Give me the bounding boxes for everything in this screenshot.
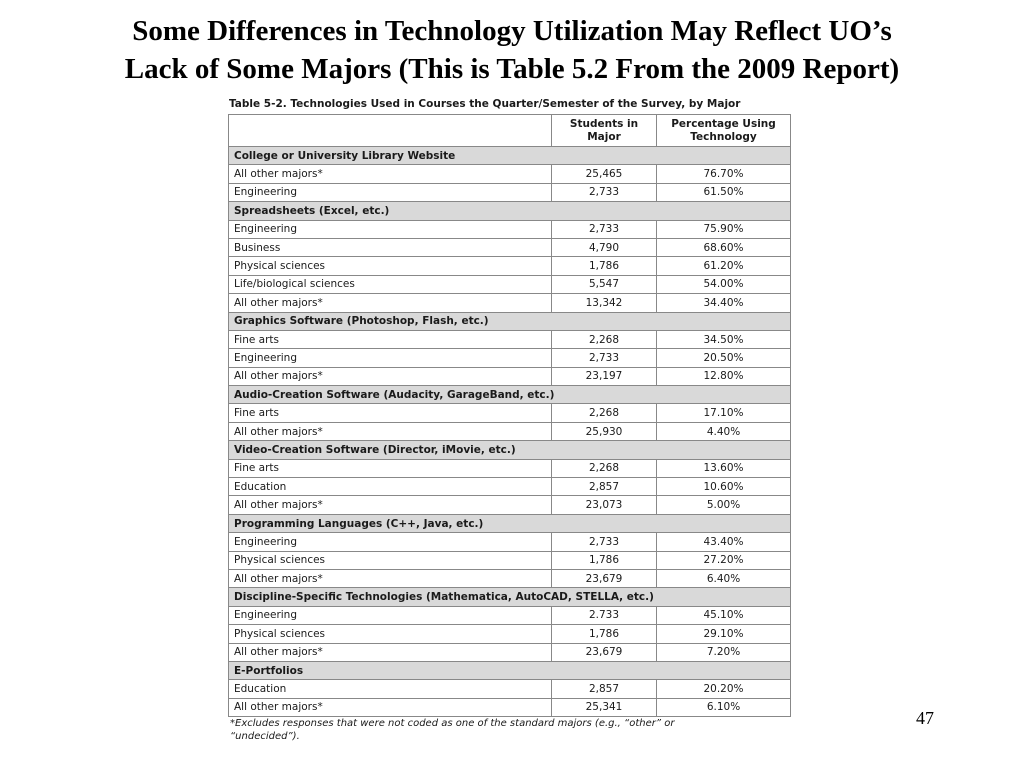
- major-cell: Engineering: [229, 533, 552, 551]
- technology-table: [228, 114, 791, 717]
- percentage-cell: 29.10%: [657, 625, 791, 643]
- percentage-cell: 75.90%: [657, 220, 791, 238]
- percentage-cell: 6.10%: [657, 698, 791, 716]
- percentage-cell: 12.80%: [657, 367, 791, 385]
- table-row: [229, 257, 791, 275]
- table-row: [229, 238, 791, 256]
- students-cell: 1,786: [552, 551, 657, 569]
- table-row: [229, 367, 791, 385]
- table-row: [229, 404, 791, 422]
- major-cell: Physical sciences: [229, 625, 552, 643]
- section-header-row: [229, 661, 791, 679]
- percentage-cell: 34.50%: [657, 330, 791, 348]
- section-title: Discipline-Specific Technologies (Mathematica, AutoCAD, STELLA, etc.): [229, 588, 791, 606]
- percentage-cell: 17.10%: [657, 404, 791, 422]
- major-cell: All other majors*: [229, 496, 552, 514]
- students-cell: 2.733: [552, 606, 657, 624]
- table-row: [229, 698, 791, 716]
- major-cell: All other majors*: [229, 294, 552, 312]
- header-students-line-2: Major: [587, 130, 621, 143]
- table-row: [229, 459, 791, 477]
- table-row: [229, 533, 791, 551]
- major-cell: Fine arts: [229, 404, 552, 422]
- percentage-cell: 13.60%: [657, 459, 791, 477]
- slide-title: [0, 12, 1024, 88]
- percentage-cell: 61.50%: [657, 183, 791, 201]
- footnote-line-2: “undecided”).: [230, 731, 300, 742]
- major-cell: Education: [229, 478, 552, 496]
- section-title: Video-Creation Software (Director, iMovie, etc.): [229, 441, 791, 459]
- page-number: 47: [916, 708, 934, 728]
- percentage-cell: 76.70%: [657, 165, 791, 183]
- students-cell: 2,268: [552, 459, 657, 477]
- students-cell: 1,786: [552, 625, 657, 643]
- percentage-cell: 68.60%: [657, 238, 791, 256]
- section-header-row: [229, 312, 791, 330]
- header-major-cell: [229, 115, 552, 147]
- students-cell: 2,733: [552, 533, 657, 551]
- table-header-row: [229, 115, 791, 147]
- percentage-cell: 20.20%: [657, 680, 791, 698]
- section-header-row: [229, 514, 791, 532]
- technology-table-body: [229, 115, 791, 717]
- major-cell: All other majors*: [229, 165, 552, 183]
- table-row: [229, 183, 791, 201]
- major-cell: Engineering: [229, 183, 552, 201]
- major-cell: All other majors*: [229, 569, 552, 587]
- students-cell: 2,857: [552, 680, 657, 698]
- students-cell: 2,733: [552, 220, 657, 238]
- section-title: Programming Languages (C++, Java, etc.): [229, 514, 791, 532]
- percentage-cell: 6.40%: [657, 569, 791, 587]
- percentage-cell: 5.00%: [657, 496, 791, 514]
- section-header-row: [229, 441, 791, 459]
- major-cell: Education: [229, 680, 552, 698]
- table-row: [229, 680, 791, 698]
- major-cell: Engineering: [229, 349, 552, 367]
- students-cell: 1,786: [552, 257, 657, 275]
- students-cell: 2,733: [552, 349, 657, 367]
- technology-table-container: [228, 114, 790, 717]
- percentage-cell: 10.60%: [657, 478, 791, 496]
- header-students-line-1: Students in: [569, 117, 639, 130]
- major-cell: All other majors*: [229, 698, 552, 716]
- students-cell: 2,733: [552, 183, 657, 201]
- slide-title-line-1: Some Differences in Technology Utilization May Reflect UO’s: [132, 15, 892, 47]
- table-row: [229, 496, 791, 514]
- students-cell: 23,679: [552, 643, 657, 661]
- section-title: Spreadsheets (Excel, etc.): [229, 202, 791, 220]
- section-title: Audio-Creation Software (Audacity, GarageBand, etc.): [229, 386, 791, 404]
- footnote-line-1: *Excludes responses that were not coded as one of the standard majors (e.g., “other” or: [230, 718, 675, 729]
- percentage-cell: 34.40%: [657, 294, 791, 312]
- percentage-cell: 20.50%: [657, 349, 791, 367]
- students-cell: 13,342: [552, 294, 657, 312]
- major-cell: All other majors*: [229, 422, 552, 440]
- students-cell: 2,857: [552, 478, 657, 496]
- header-percentage-line-1: Percentage Using: [671, 117, 776, 130]
- students-cell: 5,547: [552, 275, 657, 293]
- students-cell: 23,679: [552, 569, 657, 587]
- percentage-cell: 61.20%: [657, 257, 791, 275]
- percentage-cell: 27.20%: [657, 551, 791, 569]
- table-row: [229, 422, 791, 440]
- major-cell: Engineering: [229, 606, 552, 624]
- students-cell: 4,790: [552, 238, 657, 256]
- section-header-row: [229, 588, 791, 606]
- section-header-row: [229, 202, 791, 220]
- major-cell: Business: [229, 238, 552, 256]
- students-cell: 25,930: [552, 422, 657, 440]
- table-row: [229, 275, 791, 293]
- students-cell: 25,465: [552, 165, 657, 183]
- major-cell: Fine arts: [229, 330, 552, 348]
- slide-title-line-2: Lack of Some Majors (This is Table 5.2 From the 2009 Report): [124, 53, 900, 85]
- section-title: Graphics Software (Photoshop, Flash, etc.): [229, 312, 791, 330]
- percentage-cell: 4.40%: [657, 422, 791, 440]
- table-row: [229, 478, 791, 496]
- header-students-cell: [552, 115, 657, 147]
- table-row: [229, 220, 791, 238]
- table-row: [229, 330, 791, 348]
- header-percentage-cell: [657, 115, 791, 147]
- percentage-cell: 54.00%: [657, 275, 791, 293]
- students-cell: 25,341: [552, 698, 657, 716]
- major-cell: All other majors*: [229, 643, 552, 661]
- table-row: [229, 551, 791, 569]
- major-cell: Physical sciences: [229, 257, 552, 275]
- percentage-cell: 43.40%: [657, 533, 791, 551]
- students-cell: 23,197: [552, 367, 657, 385]
- table-row: [229, 569, 791, 587]
- major-cell: Engineering: [229, 220, 552, 238]
- section-header-row: [229, 147, 791, 165]
- section-header-row: [229, 386, 791, 404]
- section-title: College or University Library Website: [229, 147, 791, 165]
- percentage-cell: 7.20%: [657, 643, 791, 661]
- table-row: [229, 606, 791, 624]
- major-cell: Physical sciences: [229, 551, 552, 569]
- major-cell: All other majors*: [229, 367, 552, 385]
- table-footnote: [230, 717, 750, 743]
- percentage-cell: 45.10%: [657, 606, 791, 624]
- students-cell: 23,073: [552, 496, 657, 514]
- table-row: [229, 349, 791, 367]
- students-cell: 2,268: [552, 330, 657, 348]
- table-row: [229, 643, 791, 661]
- header-percentage-line-2: Technology: [690, 130, 757, 143]
- major-cell: Life/biological sciences: [229, 275, 552, 293]
- students-cell: 2,268: [552, 404, 657, 422]
- table-caption: Table 5-2. Technologies Used in Courses the Quarter/Semester of the Survey, by Major: [229, 98, 741, 110]
- table-row: [229, 294, 791, 312]
- table-row: [229, 165, 791, 183]
- major-cell: Fine arts: [229, 459, 552, 477]
- table-row: [229, 625, 791, 643]
- section-title: E-Portfolios: [229, 661, 791, 679]
